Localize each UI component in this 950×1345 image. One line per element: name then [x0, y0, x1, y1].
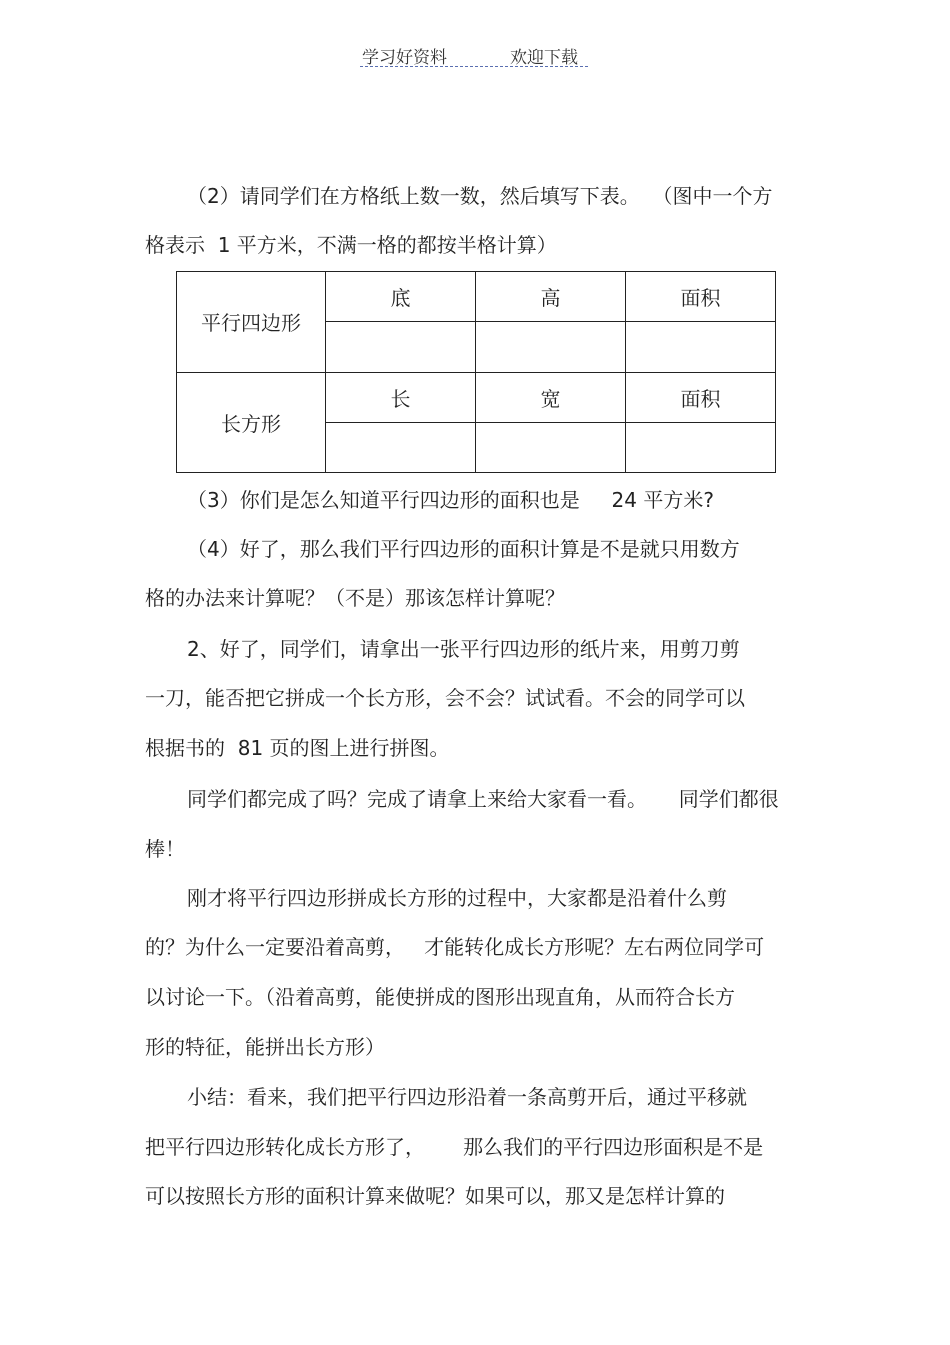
blank-cell-area[interactable] — [626, 422, 776, 472]
header-left-text: 学习好资料 — [362, 48, 447, 68]
header-cell-area: 面积 — [626, 372, 776, 422]
paragraph-2-line-1: （2）请同学们在方格纸上数一数，然后填写下表。 （图中一个方 — [187, 184, 773, 208]
header-right-text: 欢迎下载 — [510, 48, 578, 68]
header-cell-length: 长 — [326, 372, 476, 422]
blank-cell-width[interactable] — [476, 422, 626, 472]
table-row — [177, 272, 776, 322]
paragraph-6-line-2: 棒！ — [145, 837, 185, 861]
paragraph-4-line-2: 格的办法来计算呢？（不是）那该怎样计算呢？ — [145, 586, 565, 610]
paragraph-7-line-3: 以讨论一下。（沿着高剪，能使拼成的图形出现直角，从而符合长方 — [145, 985, 735, 1009]
blank-cell-length[interactable] — [326, 422, 476, 472]
summary-line-2: 把平行四边形转化成长方形了， 那么我们的平行四边形面积是不是 — [145, 1135, 764, 1159]
rectangle-label: 长方形 — [177, 372, 326, 473]
page-header — [360, 40, 588, 67]
paragraph-7-line-4: 形的特征，能拼出长方形） — [145, 1035, 385, 1059]
summary-line-1: 小结：看来，我们把平行四边形沿着一条高剪开后，通过平移就 — [187, 1085, 747, 1109]
paragraph-5-line-1: 2、好了，同学们，请拿出一张平行四边形的纸片来，用剪刀剪 — [187, 637, 740, 661]
parallelogram-label: 平行四边形 — [177, 272, 326, 373]
header-cell-base: 底 — [326, 272, 476, 322]
table-row — [177, 372, 776, 422]
paragraph-7-line-1: 刚才将平行四边形拼成长方形的过程中，大家都是沿着什么剪 — [187, 886, 727, 910]
paragraph-4-line-1: （4）好了，那么我们平行四边形的面积计算是不是就只用数方 — [187, 537, 740, 561]
paragraph-5-line-3: 根据书的 81 页的图上进行拼图。 — [145, 736, 450, 760]
area-table — [176, 271, 776, 473]
paragraph-3: （3）你们是怎么知道平行四边形的面积也是 24 平方米? — [187, 488, 714, 512]
blank-cell-base[interactable] — [326, 322, 476, 372]
summary-line-3: 可以按照长方形的面积计算来做呢？如果可以，那又是怎样计算的 — [145, 1184, 725, 1208]
paragraph-2-line-2: 格表示 1 平方米，不满一格的都按半格计算） — [145, 233, 557, 257]
blank-cell-area[interactable] — [626, 322, 776, 372]
header-cell-width: 宽 — [476, 372, 626, 422]
paragraph-6-line-1: 同学们都完成了吗？完成了请拿上来给大家看一看。 同学们都很 — [187, 787, 779, 811]
blank-cell-height[interactable] — [476, 322, 626, 372]
paragraph-5-line-2: 一刀，能否把它拼成一个长方形，会不会？试试看。不会的同学可以 — [145, 686, 745, 710]
paragraph-7-line-2: 的？为什么一定要沿着高剪， 才能转化成长方形呢？左右两位同学可 — [145, 935, 765, 959]
header-cell-height: 高 — [476, 272, 626, 322]
header-cell-area: 面积 — [626, 272, 776, 322]
